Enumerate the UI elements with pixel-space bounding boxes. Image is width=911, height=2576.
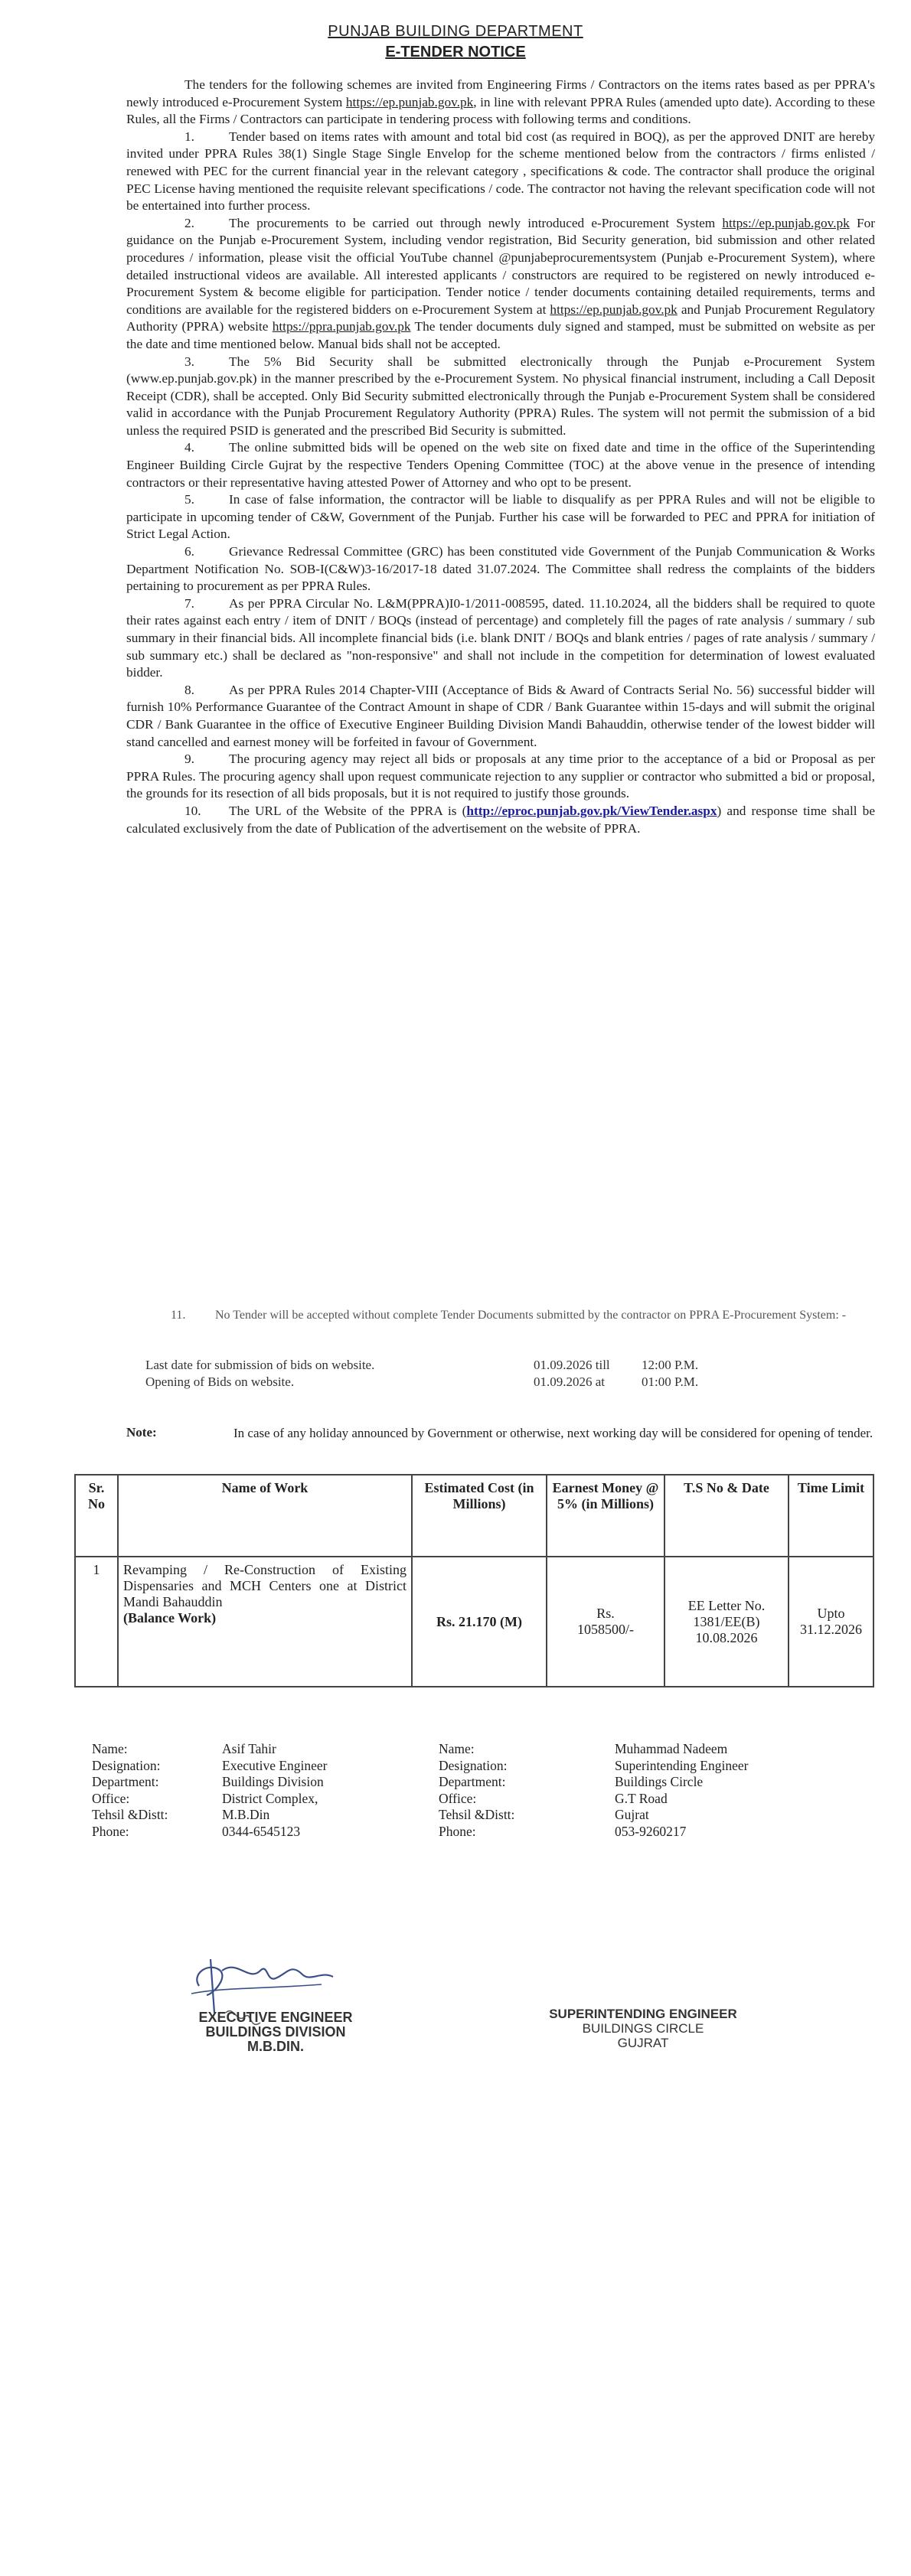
department-heading: PUNJAB BUILDING DEPARTMENT xyxy=(328,23,583,40)
cell-limit xyxy=(789,1557,873,1687)
note-label: Note: xyxy=(126,1425,157,1440)
last-time-value: 12:00 P.M. xyxy=(642,1358,699,1372)
contact-tehsil: M.B.Din xyxy=(222,1807,270,1822)
header-sr: Sr. No xyxy=(75,1475,118,1557)
notice-title: E-TENDER NOTICE xyxy=(385,44,526,60)
clause-9 xyxy=(126,751,875,803)
clause-number: 11. xyxy=(171,1309,186,1322)
stamp-line: BUILDINGS CIRCLE xyxy=(582,2021,704,2036)
stamp-line: SUPERINTENDING ENGINEER xyxy=(549,2007,737,2021)
contact-phone: 053-9260217 xyxy=(615,1823,687,1839)
opening-date-value: 01.09.2026 at xyxy=(534,1374,606,1389)
clause-5 xyxy=(126,491,875,543)
header-cost: Estimated Cost (in Millions) xyxy=(412,1475,547,1557)
clause-number: 1. xyxy=(184,129,194,144)
work-note: (Balance Work) xyxy=(123,1610,217,1625)
stamp-line: BUILDINGS DIVISION xyxy=(205,2024,346,2040)
header-work: Name of Work xyxy=(118,1475,412,1557)
last-date-label: Last date for submission of bids on website. xyxy=(145,1358,375,1372)
clause-3 xyxy=(126,354,875,440)
contact-tehsil: Gujrat xyxy=(615,1807,649,1822)
cell-cost: Rs. 21.170 (M) xyxy=(412,1557,547,1687)
clause-text: The 5% Bid Security shall be submitted electronically through the Punjab e-Procurement System (www.ep.punjab.gov.pk) in the manner prescribed by the e-Procurement System. No physical financial instrument, including a Call Deposit Receipt (CDR), shall be accepted. Only Bid Security submitted electronically through the Punjab e-Procurement System shall be considered valid in accordance with the Punjab Procurement Regulatory Authority (PPRA) Rules. The system will not permit the submission of a bid unless the required PSID is generated and the prescribed Bid Security is submitted. xyxy=(126,354,875,438)
intro-paragraph xyxy=(126,77,875,129)
clause-number: 10. xyxy=(184,803,201,818)
earnest-line-1: Rs. xyxy=(596,1606,615,1621)
clause-number: 4. xyxy=(184,440,194,455)
superintending-engineer-stamp xyxy=(521,2007,766,2050)
cell-work xyxy=(118,1557,412,1687)
opening-date-label: Opening of Bids on website. xyxy=(145,1374,295,1389)
contact-name: Muhammad Nadeem xyxy=(615,1741,728,1756)
clause-number: 9. xyxy=(184,752,194,767)
cell-sr: 1 xyxy=(75,1557,118,1687)
header-limit: Time Limit xyxy=(789,1475,873,1557)
ts-line-2: 1381/EE(B) xyxy=(693,1613,760,1629)
contact-label: Name: xyxy=(439,1741,475,1756)
contact-label: Designation: xyxy=(439,1757,508,1773)
contact-label: Department: xyxy=(92,1774,159,1789)
clause-text: The procurements to be carried out through newly introduced e-Procurement System xyxy=(229,215,723,230)
clause-10 xyxy=(126,803,875,837)
opening-time-value: 01:00 P.M. xyxy=(642,1374,699,1389)
header-earnest: Earnest Money @ 5% (in Millions) xyxy=(547,1475,664,1557)
eprocurement-link[interactable]: https://ep.punjab.gov.pk xyxy=(722,215,850,230)
contact-designation: Superintending Engineer xyxy=(615,1757,749,1773)
clause-6 xyxy=(126,543,875,595)
contact-office: G.T Road xyxy=(615,1790,668,1806)
clause-text: ) and response time shall be calculated exclusively from the date of Publication of the advertisement on the website of PPRA. xyxy=(126,803,875,836)
clause-text: The procuring agency may reject all bids or proposals at any time prior to the acceptance of a bid or Proposal as per PPRA Rules. The procuring agency shall upon request communicate rejection to any supplier or contractor who submitted a bid or proposal, the grounds for its resection of all bids proposals, but it is not required to justify those grounds. xyxy=(126,752,875,801)
clause-number: 3. xyxy=(184,354,194,369)
contact-designation: Executive Engineer xyxy=(222,1757,328,1773)
clause-1 xyxy=(126,129,875,215)
stamp-line: EXECUTIVE ENGINEER xyxy=(198,2010,353,2025)
clause-7 xyxy=(126,595,875,682)
contact-label: Office: xyxy=(92,1790,130,1806)
work-name: Revamping / Re-Construction of Existing Dispensaries and MCH Centers one at District Mandi Bahauddin xyxy=(123,1562,407,1609)
clause-4 xyxy=(126,439,875,491)
contact-label: Tehsil &Distt: xyxy=(439,1807,515,1822)
contact-label: Tehsil &Distt: xyxy=(92,1807,168,1822)
intro-text-2: , in line with relevant PPRA Rules (amended upto date). According to these Rules, all the Firms / Contractors can participate in tendering process with following terms and conditions. xyxy=(126,94,875,127)
stamp-line: GUJRAT xyxy=(617,2036,669,2050)
contact-label: Phone: xyxy=(439,1823,476,1839)
clause-number: 5. xyxy=(184,492,194,507)
contact-label: Office: xyxy=(439,1790,477,1806)
clause-text: Grievance Redressal Committee (GRC) has been constituted vide Government of the Punjab Communication & Works Department Notification No. SOB-I(C&W)3-16/2017-18 dated 31.07.2024. The Committee shall redress the complaints of the bidders pertaining to procurement as per PPRA Rules. xyxy=(126,544,875,594)
contact-label: Name: xyxy=(92,1741,128,1756)
works-table xyxy=(74,1474,874,1687)
executive-engineer-stamp xyxy=(153,2010,398,2054)
clause-text: As per PPRA Circular No. L&M(PPRA)I0-1/2011-008595, dated. 11.10.2024, all the bidders shall be required to quote their rates against each entry / item of DNIT / BOQs (instead of percentage) and completely fill the pages of rate analysis / summary / sub summary in their financial bids. All incomplete financial bids (i.e. blank DNIT / BOQs and blank entries / pages of rate analysis / summary / sub summary etc.) shall be declared as "non-responsive" and shall not include in the competition for determination of lowest evaluated bidder. xyxy=(126,595,875,680)
clause-number: 8. xyxy=(184,682,194,697)
clause-number: 6. xyxy=(184,544,194,559)
notice-body xyxy=(126,77,875,837)
contact-block-executive-engineer xyxy=(92,1741,398,1844)
limit-line-1: Upto xyxy=(817,1606,845,1621)
stamp-line: M.B.DIN. xyxy=(247,2039,304,2054)
contact-label: Department: xyxy=(439,1774,506,1789)
limit-line-2: 31.12.2026 xyxy=(800,1622,862,1637)
clause-text: In case of false information, the contractor will be liable to disqualify as per PPRA Rules and will not be eligible to participate in upcoming tender of C&W, Government of the Punjab. Further his case will be forwarded to PEC and PPRA for initiation of Strict Legal Action. xyxy=(126,492,875,542)
contact-phone: 0344-6545123 xyxy=(222,1823,301,1839)
contact-department: Buildings Circle xyxy=(615,1774,704,1789)
table-row xyxy=(75,1557,873,1687)
ppra-tender-link[interactable]: http://eproc.punjab.gov.pk/ViewTender.aspx xyxy=(466,803,717,818)
ts-line-1: EE Letter No. xyxy=(687,1597,766,1613)
clause-text: The tender documents duly signed and stamped, must be submitted on website as per the date and time mentioned below. Manual bids shall not be accepted. xyxy=(126,319,875,351)
clause-text: No Tender will be accepted without complete Tender Documents submitted by the contractor on PPRA E-Procurement System: - xyxy=(215,1309,847,1322)
clause-2 xyxy=(126,215,875,354)
contact-office: District Complex, xyxy=(222,1790,318,1806)
clause-text: and Punjab Procurement Regulatory Authority (PPRA) website xyxy=(126,302,875,334)
cell-ts xyxy=(664,1557,789,1687)
table-header-row xyxy=(75,1475,873,1557)
ts-line-3: 10.08.2026 xyxy=(695,1629,758,1645)
clause-text: For guidance on the Punjab e-Procurement System, including vendor registration, Bid Security generation, bid submission and other related procedures / information, please visit the official YouTube channel @punjabeprocurementsystem (Punjab e-Procurement System), where detailed instructional videos are available. All interested applicants / constructors are required to be registered on newly introduced e-Procurement System & become eligible for participation. Tender notice / tender documents containing detailed requirements, terms and conditions are available for the registered bidders on e-Procurement System at xyxy=(126,215,875,317)
contact-label: Phone: xyxy=(92,1823,129,1839)
contact-department: Buildings Division xyxy=(222,1774,324,1789)
clause-text: Tender based on items rates with amount and total bid cost (as required in BOQ), as per the approved DNIT are hereby invited under PPRA Rules 38(1) Single Stage Single Envelop for the scheme mentioned below from the contractors / firms enlisted / renewed with PEC for the current financial year in the relevant category , specifications & code. The contractor shall produce the original PEC License having mentioned the requisite relevant specifications / code. The contractor not having the relevant specification code will not be entertained into further process. xyxy=(126,129,875,214)
clause-text: The URL of the Website of the PPRA is ( xyxy=(229,803,467,818)
clause-text: As per PPRA Rules 2014 Chapter-VIII (Acceptance of Bids & Award of Contracts Serial No. 56) successful bidder will furnish 10% Performance Guarantee of the Contract Amount in shape of CDR / Bank Guarantee within 15-days and will submit the original CDR / Bank Guarantee in the office of Executive Engineer Building Division Mandi Bahauddin, otherwise tender of the lowest bidder will stand cancelled and earnest money will be forfeited in favour of Government. xyxy=(126,682,875,749)
clause-text: The online submitted bids will be opened on the web site on fixed date and time in the office of the Superintending Engineer Building Circle Gujrat by the respective Tenders Opening Committee (TOC) at the above venue in the presence of intending contractors or their representative having attested Power of Attorney and who opt to be present. xyxy=(126,440,875,490)
eprocurement-link[interactable]: https://ep.punjab.gov.pk xyxy=(345,94,474,109)
clause-8 xyxy=(126,682,875,751)
clause-11 xyxy=(126,1307,875,1324)
clause-number: 2. xyxy=(184,215,194,230)
intro-text-1: The tenders for the following schemes are invited from Engineering Firms / Contractors on the items rates based as per PPRA's newly introduced e-Procurement System xyxy=(126,77,875,109)
header-ts: T.S No & Date xyxy=(664,1475,789,1557)
cell-earnest xyxy=(547,1557,664,1687)
contact-block-superintending-engineer xyxy=(439,1741,867,1844)
contact-label: Designation: xyxy=(92,1757,161,1773)
last-date-value: 01.09.2026 till xyxy=(534,1358,610,1372)
earnest-line-2: 1058500/- xyxy=(577,1622,634,1637)
clause-number: 7. xyxy=(184,595,194,611)
ppra-link[interactable]: https://ppra.punjab.gov.pk xyxy=(272,319,411,334)
contact-name: Asif Tahir xyxy=(222,1741,276,1756)
eprocurement-link[interactable]: https://ep.punjab.gov.pk xyxy=(550,302,678,317)
note-text: In case of any holiday announced by Government or otherwise, next working day will be considered for opening of tender. xyxy=(233,1426,873,1440)
